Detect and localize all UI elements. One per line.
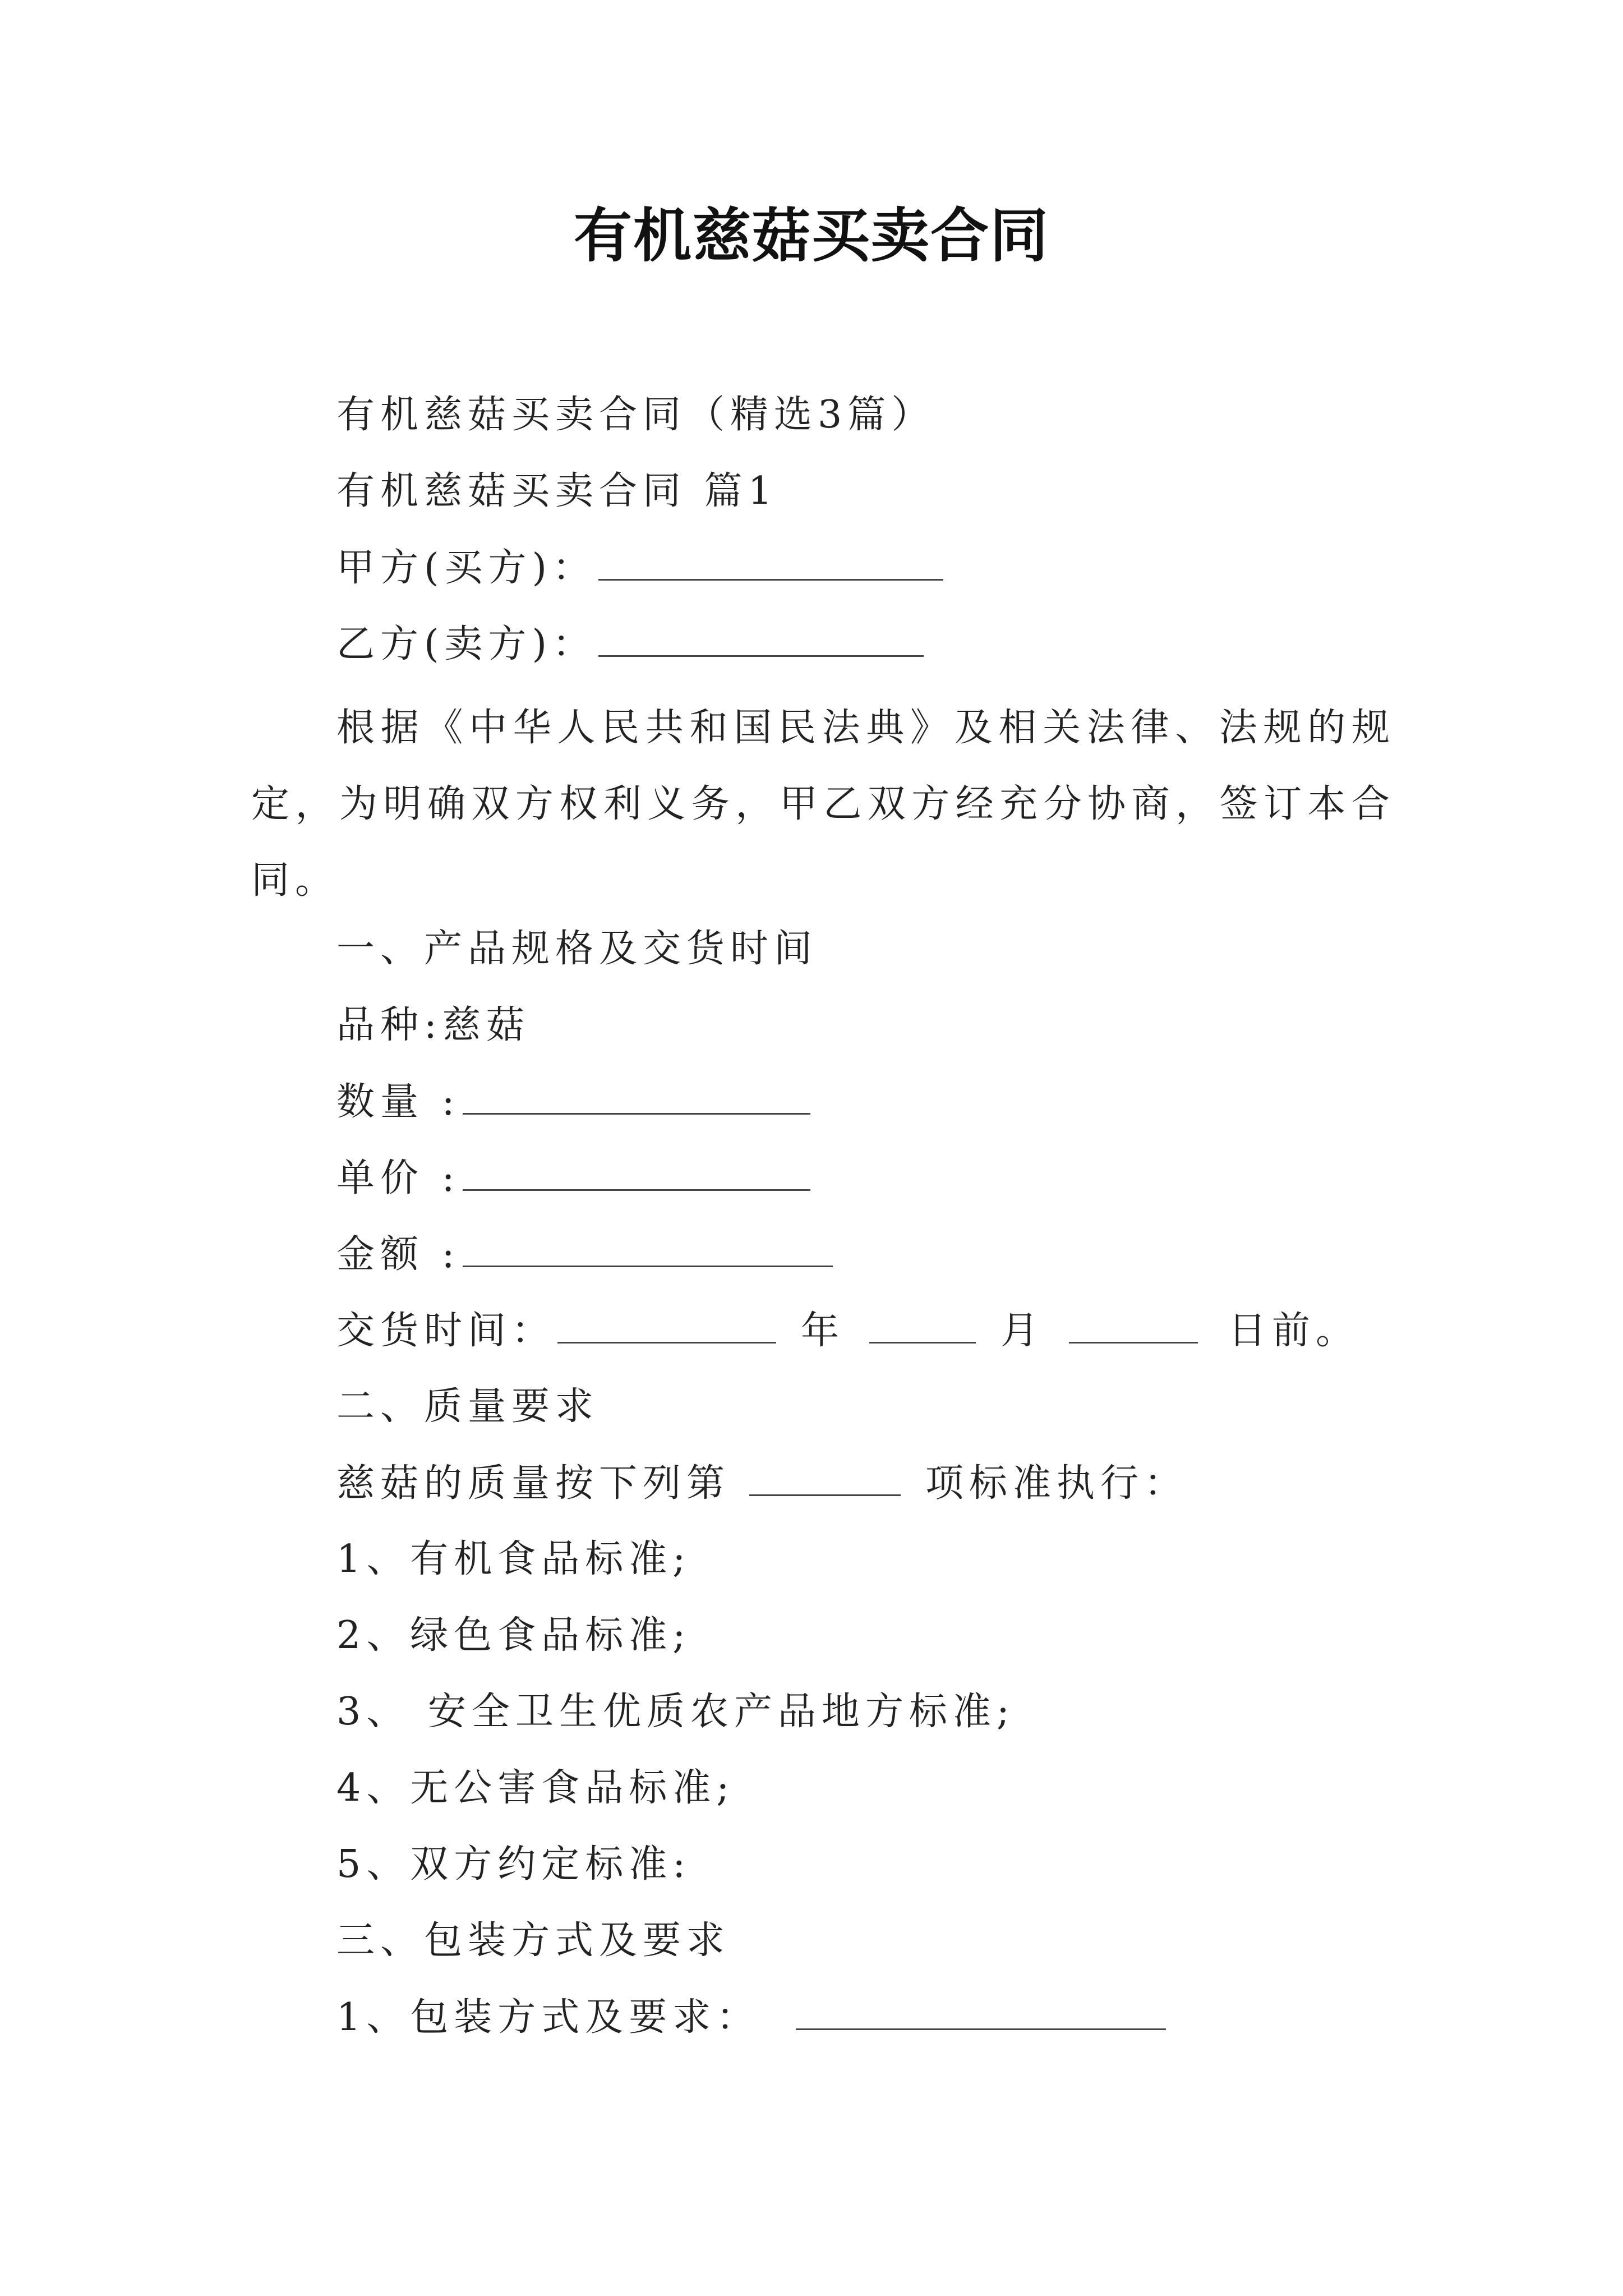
party-b-row [336, 616, 926, 673]
standard-item-5: 5、双方约定标准: [336, 1842, 691, 1887]
delivery-year-blank [557, 1303, 776, 1343]
packing-label: 1、包装方式及要求： [336, 1995, 760, 2040]
document-subtitle: 有机慈菇买卖合同（精选3篇） [336, 393, 935, 437]
heading-product-spec: 一、产品规格及交货时间 [336, 927, 818, 971]
quality-label: 慈菇的质量按下列第 [336, 1461, 731, 1506]
quality-suffix: 项标准执行： [925, 1461, 1188, 1506]
party-b-label: 乙方(卖方)： [336, 622, 597, 666]
amount-row [336, 1226, 835, 1283]
party-a-blank [598, 540, 943, 581]
delivery-year-label: 年 [801, 1309, 845, 1353]
standard-item-3: 3、 安全卫生优质农产品地方标准; [336, 1690, 1015, 1734]
delivery-row [336, 1303, 1359, 1359]
party-b-blank [598, 616, 924, 657]
delivery-month-label: 月 [1000, 1309, 1045, 1353]
packing-row [336, 1989, 1168, 2046]
amount-blank [463, 1226, 833, 1267]
quantity-row [336, 1074, 813, 1130]
heading-quality: 二、质量要求 [336, 1384, 600, 1429]
quantity-label: 数量 : [336, 1080, 460, 1124]
delivery-label: 交货时间： [336, 1309, 556, 1353]
party-a-label: 甲方(买方)： [336, 546, 597, 590]
delivery-day-label: 日前。 [1228, 1309, 1360, 1353]
quality-blank [749, 1455, 901, 1496]
heading-packing: 三、包装方式及要求 [336, 1918, 731, 1963]
standard-item-1: 1、有机食品标准; [336, 1537, 691, 1581]
variety-row: 品种:慈菇 [336, 1003, 530, 1047]
delivery-day-blank [1069, 1303, 1198, 1343]
unit-price-label: 单价 : [336, 1156, 460, 1200]
standard-item-4: 4、无公害食品标准; [336, 1766, 735, 1810]
unit-price-row [336, 1150, 813, 1207]
quality-row [336, 1455, 1188, 1512]
unit-price-blank [463, 1150, 810, 1191]
intro-paragraph: 根据《中华人民共和国民法典》及相关法律、法规的规定，为明确双方权利义务，甲乙双方经充分协商，签订本合同。 [251, 706, 1395, 903]
amount-label: 金额 : [336, 1232, 460, 1277]
packing-blank [796, 1989, 1166, 2030]
document-title: 有机慈菇买卖合同 [573, 201, 1049, 270]
party-a-row [336, 540, 946, 596]
section-title: 有机慈菇买卖合同 篇1 [336, 469, 778, 513]
delivery-month-blank [869, 1303, 976, 1343]
standard-item-2: 2、绿色食品标准; [336, 1613, 691, 1658]
quantity-blank [463, 1074, 810, 1115]
